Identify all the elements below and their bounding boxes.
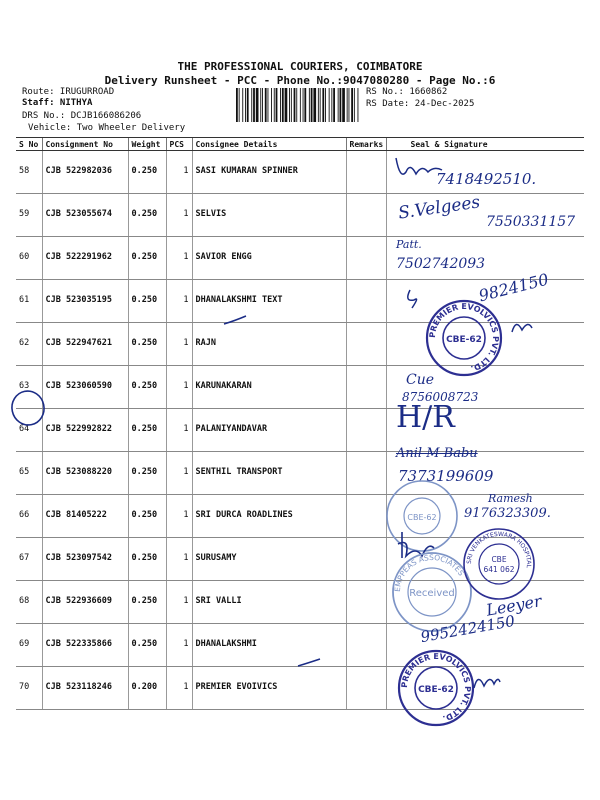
signature-62 (506, 314, 536, 338)
cell-remarks (346, 409, 386, 452)
cell-consignee: SASI KUMARAN SPINNER (192, 151, 346, 194)
premier-stamp-ring-text: PREMIER EVOLVICS PVT. LTD. (427, 301, 501, 374)
handwritten-hr-64: H/R (396, 400, 455, 435)
cell-remarks (346, 280, 386, 323)
cell-remarks (346, 581, 386, 624)
cell-remarks (346, 323, 386, 366)
cell-sno: 67 (16, 538, 42, 581)
cell-consignee: SAVIOR ENGG (192, 237, 346, 280)
barcode-bar (311, 88, 313, 122)
cell-weight: 0.250 (128, 366, 166, 409)
barcode-bar (347, 88, 348, 122)
cell-weight: 0.250 (128, 280, 166, 323)
cell-consignee: SURUSAMY (192, 538, 346, 581)
barcode-bar (268, 88, 269, 122)
barcode-bar (322, 88, 324, 122)
cell-sno: 59 (16, 194, 42, 237)
table-row (16, 452, 584, 495)
handwritten-phone-61: 9824150 (476, 269, 551, 306)
received-stamp-ring-text: EMPPEAS ASSOCIATES (392, 552, 466, 593)
barcode-bar (262, 88, 263, 122)
barcode-bar (296, 88, 297, 122)
cell-pcs: 1 (166, 323, 192, 366)
cell-weight: 0.200 (128, 667, 166, 710)
cell-remarks (346, 452, 386, 495)
barcode-bar (313, 88, 316, 122)
cell-weight: 0.250 (128, 495, 166, 538)
barcode-bar (245, 88, 246, 122)
cell-consignment: CJB 522936609 (42, 581, 128, 624)
barcode-bar (291, 88, 292, 122)
cell-consignee: SENTHIL TRANSPORT (192, 452, 346, 495)
barcode-bar (276, 88, 278, 122)
barcode-bar (304, 88, 306, 122)
rs-date: RS Date: 24-Dec-2025 (366, 99, 475, 109)
barcode-bar (253, 88, 255, 122)
handwritten-phone-65: 7373199609 (398, 467, 494, 485)
barcode-bar (342, 88, 345, 122)
cell-consignee: SRI DURCA ROADLINES (192, 495, 346, 538)
venkateswara-center-text: CBE (491, 555, 507, 564)
cell-consignment: CJB 523060590 (42, 366, 128, 409)
cell-remarks (346, 151, 386, 194)
col-pcs: PCS (166, 138, 192, 151)
cell-consignment: CJB 523035195 (42, 280, 128, 323)
table-row (16, 237, 584, 280)
handwritten-phone-59: 7550331157 (486, 214, 576, 230)
col-weight: Weight (128, 138, 166, 151)
barcode-bar (318, 88, 319, 122)
cell-consignee: PREMIER EVOIVICS (192, 667, 346, 710)
barcode-bar (242, 88, 243, 122)
barcode-bar (256, 88, 259, 122)
barcode-bar (247, 88, 249, 122)
cell-pcs: 1 (166, 237, 192, 280)
handwritten-name-65: Anil M Babu (396, 446, 478, 461)
staff-label: Staff: NITHYA (22, 98, 93, 108)
cell-pcs: 1 (166, 280, 192, 323)
barcode-bar (282, 88, 284, 122)
barcode-bar (338, 88, 339, 122)
barcode-bar (325, 88, 326, 122)
cell-pcs: 1 (166, 495, 192, 538)
cell-consignment: CJB 523055674 (42, 194, 128, 237)
handwritten-phone-66: 9176323309. (464, 506, 551, 521)
barcode-bar (251, 88, 252, 122)
cell-sno: 69 (16, 624, 42, 667)
col-consignee: Consignee Details (192, 138, 346, 151)
handwritten-phone-69: 9952424150 (419, 611, 517, 647)
runsheet-subtitle: Delivery Runsheet - PCC - Phone No.:9047080280 - Page No.:6 (104, 74, 496, 87)
cell-consignee: KARUNAKARAN (192, 366, 346, 409)
cell-consignment: CJB 522947621 (42, 323, 128, 366)
barcode-bar (354, 88, 355, 122)
venkateswara-stamp (460, 524, 538, 604)
handwritten-name-63: Cue (406, 372, 435, 388)
cell-sno: 66 (16, 495, 42, 538)
cell-sno: 61 (16, 280, 42, 323)
handwritten-phone-58: 7418492510. (436, 170, 537, 188)
venkateswara-ring-text: SRI VENKATESWARA HOSPITAL (465, 530, 533, 569)
handwritten-name-60: Patt. (396, 238, 422, 251)
col-sno: S No (16, 138, 42, 151)
cell-pcs: 1 (166, 194, 192, 237)
cell-consignee: DHANALAKSHMI (192, 624, 346, 667)
barcode-bar (309, 88, 310, 122)
cell-pcs: 1 (166, 581, 192, 624)
cell-sno: 70 (16, 667, 42, 710)
cell-weight: 0.250 (128, 624, 166, 667)
cell-pcs: 1 (166, 667, 192, 710)
barcode-bar (274, 88, 275, 122)
cell-weight: 0.250 (128, 151, 166, 194)
cell-remarks (346, 237, 386, 280)
cell-consignee: SELVIS (192, 194, 346, 237)
cell-sno: 58 (16, 151, 42, 194)
hand-circle-mark (0, 380, 60, 440)
barcode-bar (285, 88, 288, 122)
cell-pcs: 1 (166, 624, 192, 667)
barcode-bar (236, 88, 238, 122)
barcode-bar (351, 88, 353, 122)
cell-pcs: 1 (166, 409, 192, 452)
premier-stamp-2-center-text: CBE-62 (418, 685, 454, 695)
premier-evolvics-stamp (424, 298, 504, 378)
barcode-bar (265, 88, 267, 122)
premier-stamp-2-ring-text: PREMIER EVOLVICS PVT. LTD. (399, 651, 473, 724)
route-label: Route: IRUGURROAD (22, 87, 115, 97)
barcode-bar (358, 88, 359, 122)
pen-tick-mark (222, 314, 250, 328)
barcode (236, 88, 362, 122)
cell-sno: 68 (16, 581, 42, 624)
cell-weight: 0.250 (128, 581, 166, 624)
col-consignment: Consignment No (42, 138, 128, 151)
barcode-bar (239, 88, 240, 122)
rs-number: RS No.: 1660862 (366, 87, 448, 97)
col-remarks: Remarks (346, 138, 386, 151)
signature-70 (470, 668, 504, 694)
premier-stamp-center-text: CBE-62 (446, 335, 482, 345)
cell-pcs: 1 (166, 538, 192, 581)
cell-consignment: CJB 522291962 (42, 237, 128, 280)
cell-weight: 0.250 (128, 409, 166, 452)
cell-remarks (346, 495, 386, 538)
company-title: THE PROFESSIONAL COURIERS, COIMBATORE (177, 60, 423, 73)
premier-evolvics-stamp-2 (396, 648, 476, 728)
cell-sno: 60 (16, 237, 42, 280)
cell-remarks (346, 366, 386, 409)
vehicle-label: Vehicle: Two Wheeler Delivery (28, 123, 186, 133)
cell-sno: 63 (16, 366, 42, 409)
cell-remarks (346, 624, 386, 667)
cell-consignee: DHANALAKSHMI TEXT (192, 280, 346, 323)
pen-tick-mark (296, 656, 324, 670)
cell-consignment: CJB 523088220 (42, 452, 128, 495)
cell-pcs: 1 (166, 151, 192, 194)
barcode-bar (329, 88, 330, 122)
col-seal-signature: Seal & Signature (386, 138, 584, 151)
table-row (16, 409, 584, 452)
signature-61 (402, 286, 426, 312)
barcode-bar (303, 88, 304, 122)
received-stamp-word: Received (409, 588, 455, 599)
cell-pcs: 1 (166, 366, 192, 409)
cell-consignment: CJB 523118246 (42, 667, 128, 710)
cell-weight: 0.250 (128, 452, 166, 495)
cell-weight: 0.250 (128, 194, 166, 237)
venkateswara-number-text: 641 062 (483, 565, 515, 574)
barcode-bar (294, 88, 296, 122)
cell-weight: 0.250 (128, 538, 166, 581)
cell-weight: 0.250 (128, 237, 166, 280)
cell-consignee: RAJN (192, 323, 346, 366)
cell-pcs: 1 (166, 452, 192, 495)
cell-consignment: CJB 522992822 (42, 409, 128, 452)
cell-remarks (346, 194, 386, 237)
barcode-bar (320, 88, 321, 122)
cell-consignment: CJB 81405222 (42, 495, 128, 538)
handwritten-phone-60: 7502742093 (396, 256, 486, 272)
barcode-bar (271, 88, 272, 122)
cell-remarks (346, 538, 386, 581)
handwritten-phone-63: 8756008723 (402, 390, 479, 404)
handwritten-name-66: Ramesh (488, 492, 533, 505)
barcode-bar (280, 88, 281, 122)
drs-number: DRS No.: DCJB166086206 (22, 111, 142, 121)
cell-sno: 64 (16, 409, 42, 452)
cell-consignment: CJB 522335866 (42, 624, 128, 667)
faded-stamp-center-text: CBE-62 (407, 513, 437, 522)
handwritten-name-59: S.Velgees (397, 192, 482, 224)
cell-consignment: CJB 522982036 (42, 151, 128, 194)
cell-consignment: CJB 523097542 (42, 538, 128, 581)
cell-weight: 0.250 (128, 323, 166, 366)
barcode-bar (331, 88, 332, 122)
cell-consignee: SRI VALLI (192, 581, 346, 624)
cell-sno: 65 (16, 452, 42, 495)
barcode-bar (289, 88, 290, 122)
cell-sno: 62 (16, 323, 42, 366)
barcode-bar (260, 88, 261, 122)
cell-remarks (346, 667, 386, 710)
barcode-bar (349, 88, 350, 122)
barcode-bar (333, 88, 335, 122)
cell-consignee: PALANIYANDAVAR (192, 409, 346, 452)
handwritten-name-68: Leeyer (484, 591, 543, 620)
barcode-bar (300, 88, 301, 122)
table-header (16, 138, 584, 151)
barcode-bar (340, 88, 342, 122)
